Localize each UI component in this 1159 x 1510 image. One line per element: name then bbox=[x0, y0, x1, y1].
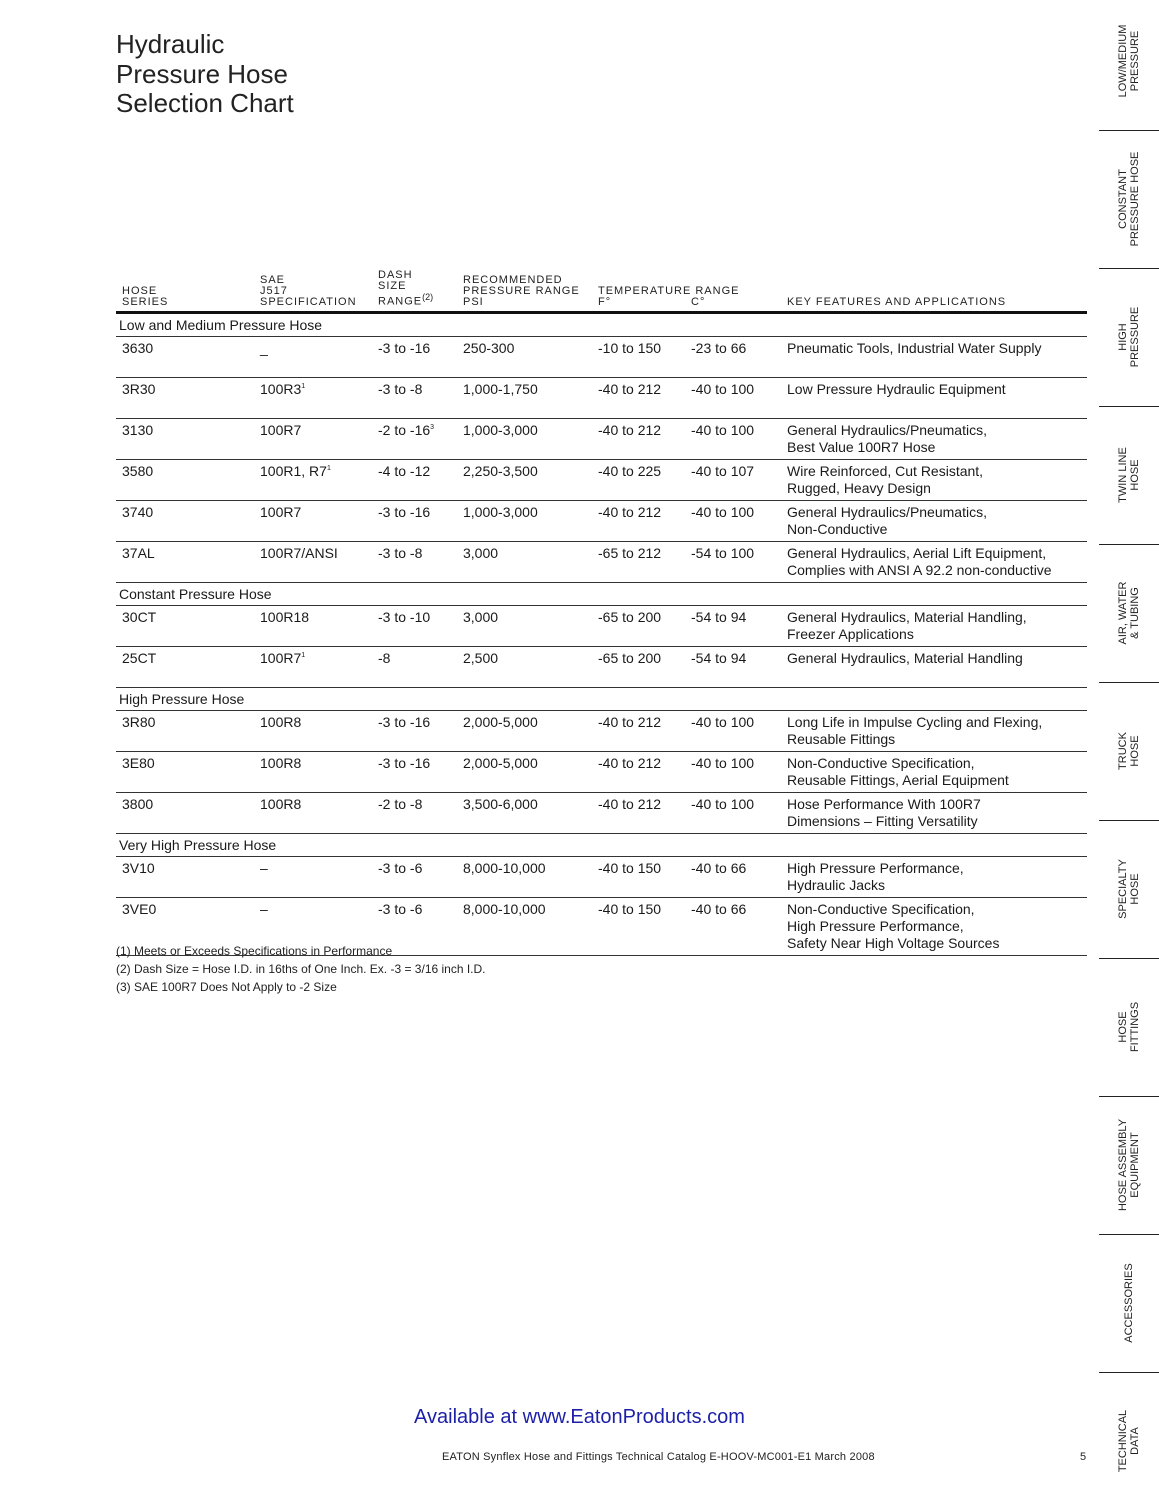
features-cell bbox=[781, 377, 1087, 418]
title-line: Pressure Hose bbox=[116, 58, 288, 89]
features-cell bbox=[781, 751, 1087, 792]
side-tab-label bbox=[1117, 582, 1141, 645]
side-tab-line: PRESSURE bbox=[1129, 30, 1141, 92]
sae-spec-value: 100R18 bbox=[260, 608, 310, 625]
hose-series-cell: 3E80 bbox=[116, 751, 254, 792]
title-line: Selection Chart bbox=[116, 88, 294, 118]
footnote: (3) SAE 100R7 Does Not Apply to -2 Size bbox=[116, 980, 337, 994]
hose-series-cell: 3V10 bbox=[116, 856, 254, 897]
side-tab-line: EQUIPMENT bbox=[1129, 1132, 1141, 1198]
catalog-footer: EATON Synflex Hose and Fittings Technical Catalog E-HOOV-MC001-E1 March 2008 bbox=[442, 1451, 875, 1463]
feature-line: Rugged, Heavy Design bbox=[787, 479, 931, 496]
feature-line: Complies with ANSI A 92.2 non-conductive bbox=[787, 561, 1052, 578]
section-header-row bbox=[116, 833, 1087, 856]
footnote-ref: (2) bbox=[422, 292, 434, 302]
temp-c-cell: -40 to 107 bbox=[685, 459, 781, 500]
pressure-cell: 8,000-10,000 bbox=[457, 856, 592, 897]
feature-line: Pneumatic Tools, Industrial Water Supply bbox=[787, 339, 1042, 356]
footnotes bbox=[116, 942, 486, 996]
side-tab-line: LOW/MEDIUM bbox=[1117, 24, 1129, 98]
footnote: (2) Dash Size = Hose I.D. in 16ths of One Inch. Ex. -3 = 3/16 inch I.D. bbox=[116, 962, 486, 976]
dash-size-cell bbox=[372, 792, 457, 833]
dash-size-value: -3 to -10 bbox=[378, 608, 431, 625]
dash-size-cell bbox=[372, 646, 457, 687]
table-row bbox=[116, 605, 1087, 646]
sae-spec-value: 100R1, R7 bbox=[260, 462, 327, 479]
temp-c-cell: -40 to 100 bbox=[685, 792, 781, 833]
sae-spec-cell bbox=[254, 377, 372, 418]
hose-series-cell: 3630 bbox=[116, 336, 254, 377]
hose-series-cell: 3R30 bbox=[116, 377, 254, 418]
section-title: Constant Pressure Hose bbox=[116, 582, 1087, 605]
side-tab-line: PRESSURE bbox=[1129, 306, 1141, 368]
sae-spec-value: _ bbox=[260, 339, 268, 356]
feature-line: Wire Reinforced, Cut Resistant, bbox=[787, 462, 984, 479]
hose-series-cell: 3800 bbox=[116, 792, 254, 833]
table-row bbox=[116, 377, 1087, 418]
table-header-row bbox=[116, 270, 1087, 312]
sae-spec-cell bbox=[254, 541, 372, 582]
temp-f-cell: -40 to 212 bbox=[592, 792, 685, 833]
sae-spec-value: 100R3 bbox=[260, 380, 302, 397]
hose-series-cell: 3130 bbox=[116, 418, 254, 459]
feature-line: Reusable Fittings bbox=[787, 730, 896, 747]
temp-f-cell: -40 to 150 bbox=[592, 897, 685, 955]
eaton-products-link[interactable]: Available at www.EatonProducts.com bbox=[414, 1406, 745, 1428]
temp-c-cell: -40 to 100 bbox=[685, 377, 781, 418]
sae-spec-value: 100R8 bbox=[260, 754, 302, 771]
temp-f-cell: -65 to 200 bbox=[592, 605, 685, 646]
dash-size-cell bbox=[372, 418, 457, 459]
temp-c-cell: -40 to 100 bbox=[685, 710, 781, 751]
feature-line: Freezer Applications bbox=[787, 625, 914, 642]
feature-line: General Hydraulics, Material Handling bbox=[787, 649, 1023, 666]
temp-f-cell: -65 to 200 bbox=[592, 646, 685, 687]
side-tab[interactable] bbox=[1099, 1234, 1159, 1373]
table-body bbox=[116, 312, 1087, 955]
sae-spec-value: 100R8 bbox=[260, 713, 302, 730]
side-tab-label bbox=[1117, 732, 1141, 770]
features-cell bbox=[781, 710, 1087, 751]
footnote-ref: 1 bbox=[326, 464, 331, 472]
pressure-cell: 1,000-1,750 bbox=[457, 377, 592, 418]
side-tab-label bbox=[1117, 25, 1141, 98]
sae-spec-cell bbox=[254, 710, 372, 751]
side-tab[interactable] bbox=[1099, 0, 1159, 131]
dash-size-value: -8 bbox=[378, 649, 391, 666]
temp-c-cell: -40 to 66 bbox=[685, 897, 781, 955]
feature-line: Non-Conductive Specification, bbox=[787, 900, 975, 917]
side-tab[interactable] bbox=[1099, 820, 1159, 959]
pressure-cell: 2,000-5,000 bbox=[457, 710, 592, 751]
table-row bbox=[116, 751, 1087, 792]
hose-selection-table bbox=[116, 270, 1087, 956]
feature-line: Dimensions – Fitting Versatility bbox=[787, 812, 978, 829]
header-sae-spec: SAE J517 SPECIFICATION bbox=[254, 270, 372, 312]
feature-line: Non-Conductive bbox=[787, 520, 888, 537]
availability-banner bbox=[0, 1406, 1159, 1429]
page-title bbox=[116, 30, 294, 119]
temp-f-cell: -65 to 212 bbox=[592, 541, 685, 582]
features-cell bbox=[781, 856, 1087, 897]
features-cell bbox=[781, 459, 1087, 500]
feature-line: Hose Performance With 100R7 bbox=[787, 795, 981, 812]
header-temperature-range: TEMPERATURE RANGE bbox=[598, 284, 740, 297]
features-cell bbox=[781, 336, 1087, 377]
side-tab-line: HOSE bbox=[1129, 459, 1141, 491]
pressure-cell: 3,000 bbox=[457, 541, 592, 582]
sae-spec-cell bbox=[254, 418, 372, 459]
pressure-cell: 250-300 bbox=[457, 336, 592, 377]
temp-f-cell: -40 to 212 bbox=[592, 418, 685, 459]
header-features: KEY FEATURES AND APPLICATIONS bbox=[781, 270, 1087, 312]
dash-size-value: -3 to -16 bbox=[378, 754, 431, 771]
pressure-cell: 3,000 bbox=[457, 605, 592, 646]
temp-f-cell: -40 to 212 bbox=[592, 377, 685, 418]
hose-series-cell: 37AL bbox=[116, 541, 254, 582]
dash-size-value: -2 to -8 bbox=[378, 795, 423, 812]
side-tab[interactable] bbox=[1099, 268, 1159, 407]
feature-line: High Pressure Performance, bbox=[787, 917, 964, 934]
table-row bbox=[116, 336, 1087, 377]
sae-spec-value: 100R7 bbox=[260, 649, 302, 666]
sae-spec-cell bbox=[254, 751, 372, 792]
dash-size-value: -3 to -6 bbox=[378, 900, 423, 917]
side-tab-line: DATA bbox=[1129, 1427, 1141, 1455]
side-tab-line: HOSE bbox=[1117, 1011, 1129, 1043]
side-tab-line: HOSE bbox=[1129, 735, 1141, 767]
feature-line: Long Life in Impulse Cycling and Flexing, bbox=[787, 713, 1043, 730]
page-number: 5 bbox=[1080, 1451, 1087, 1463]
pressure-cell: 2,500 bbox=[457, 646, 592, 687]
table-row bbox=[116, 459, 1087, 500]
dash-size-cell bbox=[372, 710, 457, 751]
pressure-cell: 8,000-10,000 bbox=[457, 897, 592, 955]
section-header-row bbox=[116, 312, 1087, 336]
features-cell bbox=[781, 646, 1087, 687]
section-title: Low and Medium Pressure Hose bbox=[116, 312, 1087, 336]
header-hose-series: HOSE SERIES bbox=[116, 270, 254, 312]
section-title: Very High Pressure Hose bbox=[116, 833, 1087, 856]
table-row bbox=[116, 792, 1087, 833]
side-tab[interactable] bbox=[1099, 406, 1159, 545]
temp-f-cell: -40 to 212 bbox=[592, 500, 685, 541]
temp-c-cell: -54 to 94 bbox=[685, 646, 781, 687]
hose-series-cell: 25CT bbox=[116, 646, 254, 687]
side-tab-line: CONSTANT bbox=[1117, 169, 1129, 229]
hose-series-cell: 3580 bbox=[116, 459, 254, 500]
temp-c-cell: -40 to 100 bbox=[685, 751, 781, 792]
temp-c-cell: -54 to 100 bbox=[685, 541, 781, 582]
feature-line: General Hydraulics, Aerial Lift Equipment, bbox=[787, 544, 1047, 561]
side-tab-line: HIGH bbox=[1117, 323, 1129, 351]
footnote-ref: 3 bbox=[430, 423, 435, 431]
side-tab-line: HOSE ASSEMBLY bbox=[1117, 1118, 1129, 1212]
feature-line: General Hydraulics/Pneumatics, bbox=[787, 421, 987, 438]
features-cell bbox=[781, 605, 1087, 646]
sae-spec-value: 100R7/ANSI bbox=[260, 544, 338, 561]
feature-line: Best Value 100R7 Hose bbox=[787, 438, 936, 455]
side-tab-label bbox=[1117, 447, 1141, 503]
pressure-cell: 2,250-3,500 bbox=[457, 459, 592, 500]
sae-spec-cell bbox=[254, 646, 372, 687]
feature-line: General Hydraulics, Material Handling, bbox=[787, 608, 1027, 625]
side-tab-line: SPECIALTY bbox=[1117, 859, 1129, 919]
features-cell bbox=[781, 418, 1087, 459]
temp-f-cell: -40 to 150 bbox=[592, 856, 685, 897]
table-row bbox=[116, 500, 1087, 541]
dash-size-cell bbox=[372, 459, 457, 500]
temp-f-cell: -40 to 212 bbox=[592, 751, 685, 792]
side-tab[interactable] bbox=[1099, 958, 1159, 1097]
side-tab-label bbox=[1117, 1002, 1141, 1052]
temp-f-cell: -40 to 212 bbox=[592, 710, 685, 751]
table-row bbox=[116, 710, 1087, 751]
sae-spec-cell bbox=[254, 336, 372, 377]
dash-size-value: -3 to -16 bbox=[378, 503, 431, 520]
sae-spec-value: – bbox=[260, 859, 268, 876]
side-tab-label bbox=[1117, 152, 1141, 247]
feature-line: High Pressure Performance, bbox=[787, 859, 964, 876]
sae-spec-cell bbox=[254, 459, 372, 500]
side-tab-line: PRESSURE HOSE bbox=[1129, 151, 1141, 247]
side-tab-label bbox=[1117, 1119, 1141, 1211]
dash-size-value: -3 to -6 bbox=[378, 859, 423, 876]
side-tab-line: ACCESSORIES bbox=[1123, 1263, 1135, 1343]
feature-line: General Hydraulics/Pneumatics, bbox=[787, 503, 987, 520]
dash-size-value: -4 to -12 bbox=[378, 462, 431, 479]
side-tab-line: HOSE bbox=[1129, 873, 1141, 905]
feature-line: Reusable Fittings, Aerial Equipment bbox=[787, 771, 1009, 788]
hose-series-cell: 3R80 bbox=[116, 710, 254, 751]
side-tab-line: TWIN LINE bbox=[1117, 447, 1129, 503]
sae-spec-value: 100R7 bbox=[260, 503, 302, 520]
header-temp-c: C° bbox=[685, 270, 781, 312]
side-tab[interactable] bbox=[1099, 1096, 1159, 1235]
side-tab-line: AIR, WATER bbox=[1117, 581, 1129, 645]
sae-spec-value: – bbox=[260, 900, 268, 917]
sae-spec-cell bbox=[254, 856, 372, 897]
hose-series-cell: 3VE0 bbox=[116, 897, 254, 955]
feature-line: Safety Near High Voltage Sources bbox=[787, 934, 1000, 951]
side-tab-label bbox=[1123, 1263, 1135, 1342]
hose-series-cell: 30CT bbox=[116, 605, 254, 646]
table-row bbox=[116, 418, 1087, 459]
dash-size-value: -3 to -8 bbox=[378, 380, 423, 397]
dash-size-value: -2 to -16 bbox=[378, 421, 431, 438]
side-tab[interactable] bbox=[1099, 130, 1159, 269]
footnote: (1) Meets or Exceeds Specifications in Performance bbox=[116, 944, 393, 958]
section-title: High Pressure Hose bbox=[116, 687, 1087, 710]
side-tab-label bbox=[1117, 859, 1141, 919]
temp-c-cell: -40 to 100 bbox=[685, 500, 781, 541]
section-tabs bbox=[1099, 0, 1159, 1500]
pressure-cell: 3,500-6,000 bbox=[457, 792, 592, 833]
side-tab[interactable] bbox=[1099, 1372, 1159, 1510]
sae-spec-value: 100R8 bbox=[260, 795, 302, 812]
side-tab[interactable] bbox=[1099, 682, 1159, 821]
features-cell bbox=[781, 500, 1087, 541]
temp-c-cell: -40 to 100 bbox=[685, 418, 781, 459]
sae-spec-cell bbox=[254, 605, 372, 646]
temp-c-cell: -40 to 66 bbox=[685, 856, 781, 897]
dash-size-cell bbox=[372, 336, 457, 377]
features-cell bbox=[781, 897, 1087, 955]
side-tab-line: TRUCK bbox=[1117, 732, 1129, 770]
section-header-row bbox=[116, 687, 1087, 710]
dash-size-value: -3 to -8 bbox=[378, 544, 423, 561]
section-header-row bbox=[116, 582, 1087, 605]
temp-f-cell: -40 to 225 bbox=[592, 459, 685, 500]
features-cell bbox=[781, 541, 1087, 582]
feature-line: Hydraulic Jacks bbox=[787, 876, 886, 893]
pressure-cell: 1,000-3,000 bbox=[457, 500, 592, 541]
sae-spec-cell bbox=[254, 500, 372, 541]
temp-c-cell: -23 to 66 bbox=[685, 336, 781, 377]
temp-c-cell: -54 to 94 bbox=[685, 605, 781, 646]
dash-size-cell bbox=[372, 605, 457, 646]
header-dash-size: DASH SIZE RANGE$^{(2)}$ bbox=[372, 270, 457, 312]
dash-size-cell bbox=[372, 751, 457, 792]
table-row bbox=[116, 541, 1087, 582]
feature-line: Non-Conductive Specification, bbox=[787, 754, 975, 771]
footnote-ref: 1 bbox=[301, 651, 306, 659]
sae-spec-cell bbox=[254, 792, 372, 833]
header-temp-f: TEMPERATURE RANGE F° bbox=[592, 270, 685, 312]
sae-spec-value: 100R7 bbox=[260, 421, 302, 438]
features-cell bbox=[781, 792, 1087, 833]
side-tab-line: & TUBING bbox=[1129, 587, 1141, 639]
temp-f-cell: -10 to 150 bbox=[592, 336, 685, 377]
dash-size-cell bbox=[372, 541, 457, 582]
pressure-cell: 1,000-3,000 bbox=[457, 418, 592, 459]
footnote-ref: 1 bbox=[301, 382, 306, 390]
dash-size-cell bbox=[372, 377, 457, 418]
table-row bbox=[116, 646, 1087, 687]
dash-size-cell bbox=[372, 500, 457, 541]
title-line: Hydraulic bbox=[116, 29, 225, 59]
side-tab-line: TECHNICAL bbox=[1117, 1409, 1129, 1473]
table-row bbox=[116, 856, 1087, 897]
feature-line: Low Pressure Hydraulic Equipment bbox=[787, 380, 1006, 397]
side-tab[interactable] bbox=[1099, 544, 1159, 683]
header-pressure: RECOMMENDED PRESSURE RANGE PSI bbox=[457, 270, 592, 312]
side-tab-line: FITTINGS bbox=[1129, 1001, 1141, 1053]
dash-size-value: -3 to -16 bbox=[378, 339, 431, 356]
side-tab-label bbox=[1117, 307, 1141, 368]
pressure-cell: 2,000-5,000 bbox=[457, 751, 592, 792]
hose-series-cell: 3740 bbox=[116, 500, 254, 541]
dash-size-value: -3 to -16 bbox=[378, 713, 431, 730]
dash-size-cell bbox=[372, 856, 457, 897]
